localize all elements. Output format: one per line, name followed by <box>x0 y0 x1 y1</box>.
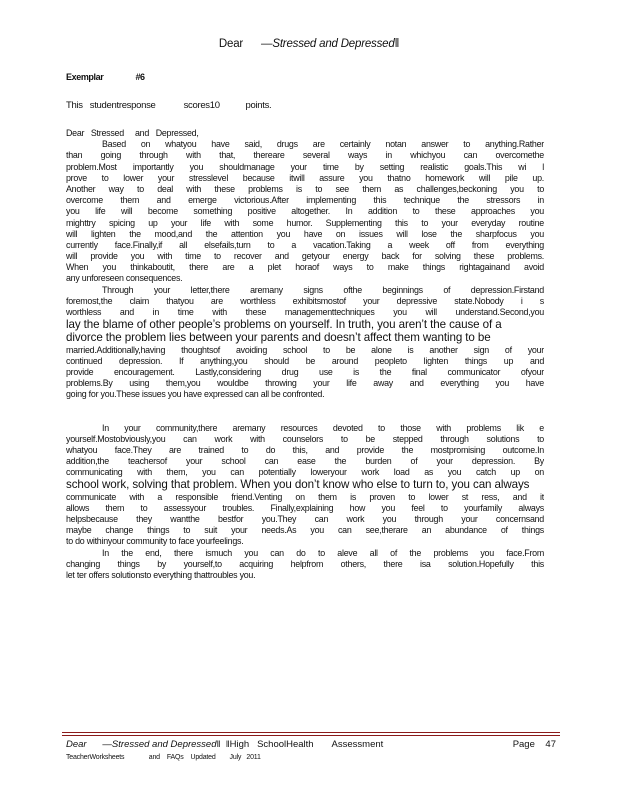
paragraph-line: continued depression. If anything,you should be around peopleto lighten things up and <box>66 355 544 366</box>
paragraph-line: addition,the teachersof your school can ease the burden of your depression. By <box>66 456 544 467</box>
paragraph-line: let ter offers solutionsto everything thattroubles you. <box>66 569 256 580</box>
paragraph-2 <box>66 285 544 401</box>
paragraph-line: than going through with that, thereare several ways in whichyou can overcomethe <box>66 150 544 161</box>
paragraph-line: In your community,there aremany resources devoted to those with problems lik e <box>102 422 544 433</box>
paragraph-line: Another way to deal with these problems is to see them as challenges,beckoning you to <box>66 183 544 194</box>
paragraph-line: currently face.Finally,if all elsefails,turn to a vacation.Taking a week off from everything <box>66 239 544 250</box>
footer-course: ‖High SchoolHealth Assessment <box>220 739 384 750</box>
letter-body <box>66 128 544 581</box>
score-line: This studentresponse scores10 points. <box>66 100 272 111</box>
paragraph-line: When you thinkaboutit, there are a plet horaof ways to make things rightagainand avoid <box>66 262 544 273</box>
paragraph-line: yourself.Mostobviously,you can work with counselors to be stepped through solutions to <box>66 433 544 444</box>
paragraph-line: provide encouragement. Lastly,considering drug use is the final communicator ofyour <box>66 366 544 377</box>
paragraph-line: prove to lower your stresslevel because itwill assure you thatno homework will pile up. <box>66 172 544 183</box>
exemplar-label: Exemplar <box>66 72 104 82</box>
paragraph-3 <box>66 423 544 548</box>
paragraph-line: will provide you with time to recover and getyour energy back for solving these problems. <box>66 251 544 262</box>
exemplar-number: #6 <box>135 72 145 82</box>
paragraph-line: allows them to assessyour troubles. Finally,explaining how you feel to yourfamily always <box>66 502 544 513</box>
footer <box>66 739 560 750</box>
paragraph-line-large: school work, solving that problem. When you don’t know who else to turn to, you can always <box>66 478 530 492</box>
paragraph-line: any unforeseen consequences. <box>66 273 183 284</box>
paragraph-line: mighttry spicing up your life with some humor. Supplementing this to your everyday routine <box>66 217 544 228</box>
paragraph-line: you life will become something positive altogether. In addition to these approaches you <box>66 206 544 217</box>
paragraph-line: problems.By using them,you wouldbe throwing your life away and everything you have <box>66 378 544 389</box>
footer-divider <box>62 732 560 733</box>
paragraph-line: helpsbecause they wantthe bestfor you.They can work you through your concernsand <box>66 514 544 524</box>
paragraph-line-large: divorce the problem lies between your parents and doesn’t affect them wanting to be <box>66 331 491 345</box>
salutation: Dear Stressed and Depressed, <box>66 128 199 138</box>
paragraph-4 <box>66 548 544 582</box>
paragraph-line: problem.Most importantly you shouldmanage your time by setting realistic goals.This wi l <box>66 161 544 172</box>
paragraph-line: communicate with a responsible friend.Venting on them is proven to lower st ress, and it <box>66 491 544 502</box>
paragraph-line: overcome them and emerge victorious.After implementing this technique the stressors in <box>66 195 544 206</box>
paragraph-line: whatyou face.They are trained to do this, and provide the mostpromising outcome.In <box>66 444 544 455</box>
page-number: Page 47 <box>512 739 556 750</box>
paragraph-1 <box>66 139 544 284</box>
paragraph-line: foremost,the claim thatyou are worthless exhibitsmostof your depressive state.Nobody i s <box>66 295 544 306</box>
paragraph-line-large: lay the blame of other people’s problems on yourself. In truth, you aren’t the cause of a <box>66 318 502 332</box>
title-italic: —Stressed and Depressed‖ <box>261 38 400 50</box>
paragraph-line: changing things by yourself,to acquiring helpfrom others, there isa solution.Hopefully this <box>66 558 544 569</box>
paragraph-line: In the end, there ismuch you can do to aleve all of the problems you face.From <box>102 547 544 558</box>
paragraph-line: going for you.These issues you have expressed can all be confronted. <box>66 389 325 400</box>
paragraph-line: Through your letter,there aremany signs ofthe beginnings of depression.Firstand <box>102 284 544 295</box>
paragraph-line: to do withinyour community to face yourfeelings. <box>66 536 244 547</box>
paragraph-line: will lighten the mood,and the attention you have on issues will lose the sharpfocus you <box>66 228 544 239</box>
footer-subline: TeacherWorksheets and FAQs Updated July 2011 <box>66 754 261 761</box>
exemplar-heading <box>66 72 145 82</box>
footer-divider-thin <box>62 735 560 736</box>
paragraph-line: Based on whatyou have said, drugs are certainly notan answer to anything.Rather <box>102 139 544 150</box>
paragraph-line: communicating with them, you can potentially loweryour work load as you catch up on <box>66 467 544 478</box>
page-title <box>0 38 618 50</box>
paragraph-line: maybe change things to suit your needs.As you can see,therare an abundance of things <box>66 525 544 536</box>
paragraph-line: worthless and in time with these managementtechniques you will understand.Second,you <box>66 307 544 317</box>
paragraph-line: married.Additionally,having thoughtsof avoiding school to be alone is another sign of your <box>66 344 544 355</box>
title-prefix: Dear <box>218 38 244 50</box>
footer-title: Dear —Stressed and Depressed‖ <box>66 739 221 750</box>
